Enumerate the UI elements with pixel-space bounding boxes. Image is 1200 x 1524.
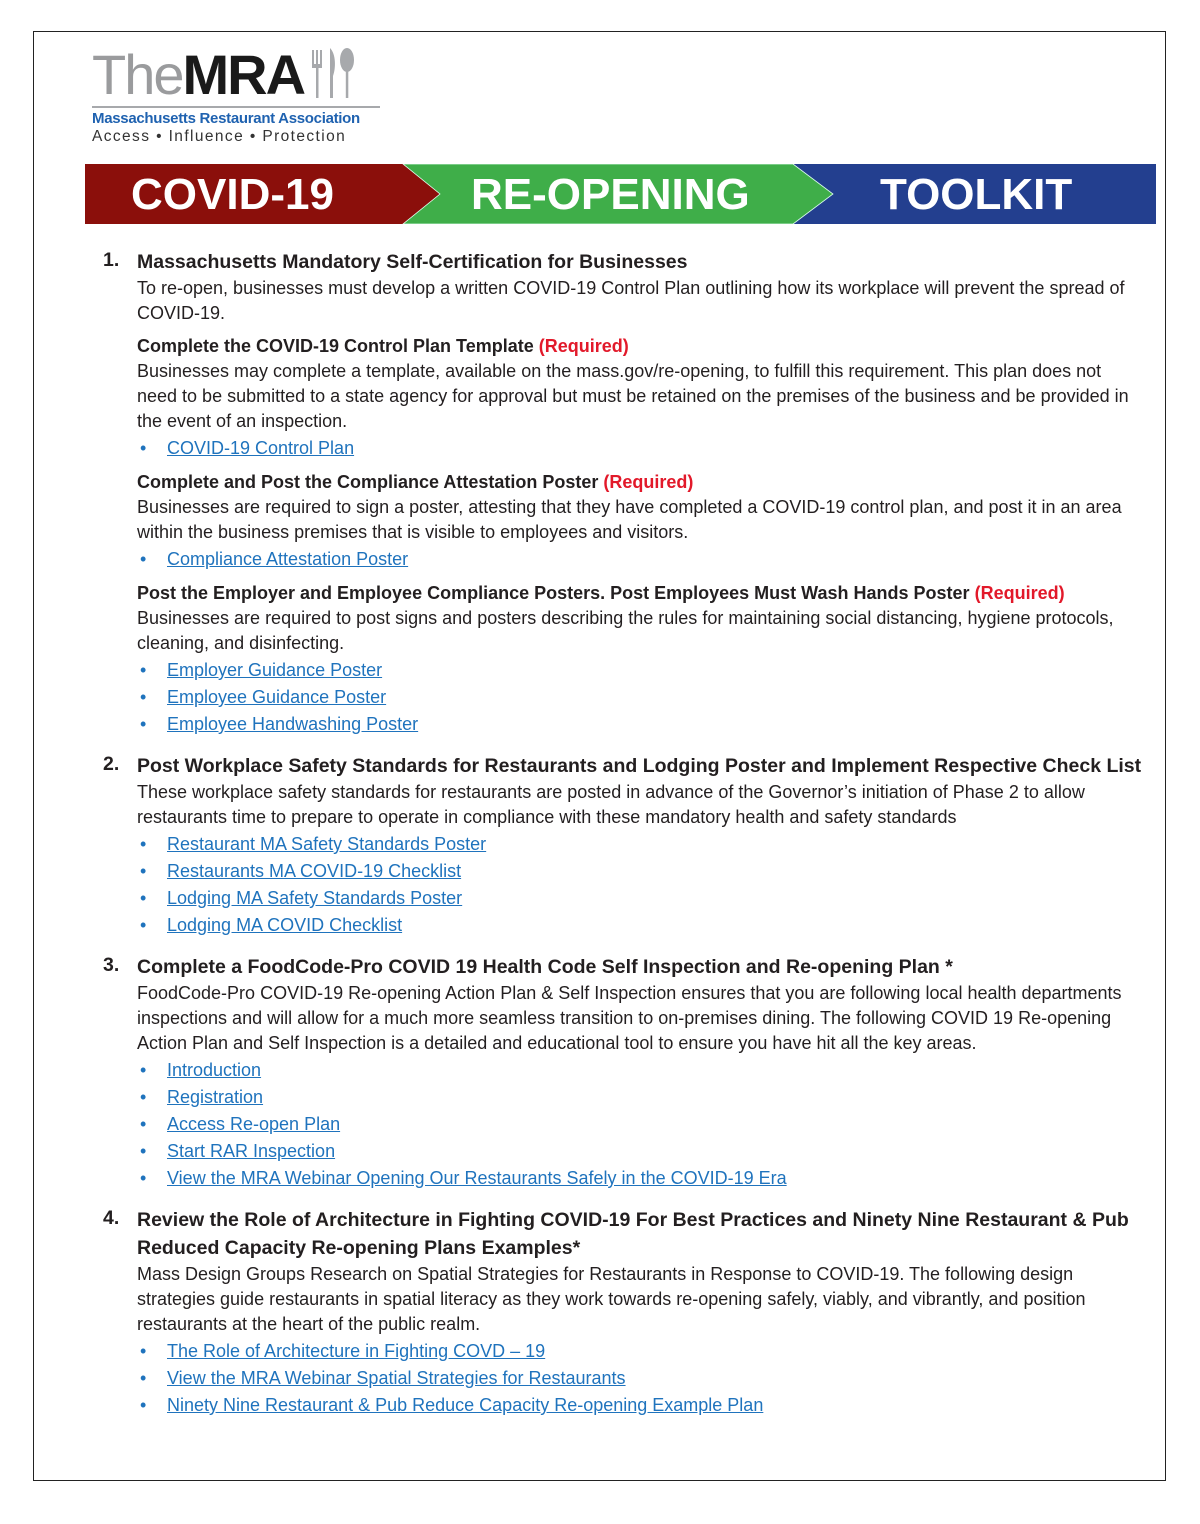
link-employer-poster[interactable]: Employer Guidance Poster <box>167 660 383 680</box>
list-item <box>137 546 1143 573</box>
link-start-rar-inspection[interactable]: Start RAR Inspection <box>167 1141 336 1161</box>
required-label: (Required) <box>603 472 694 492</box>
section-title: Post Workplace Safety Standards for Restaurants and Lodging Poster and Implement Respective Check List <box>137 755 1142 777</box>
required-label: (Required) <box>974 583 1065 603</box>
list-item <box>137 1057 1143 1084</box>
banner-reopening: RE-OPENING <box>471 170 750 219</box>
toolkit-content <box>103 248 1143 1433</box>
link-employee-poster[interactable]: Employee Guidance Poster <box>167 687 387 707</box>
list-item <box>137 1138 1143 1165</box>
section-title: Review the Role of Architecture in Fighting COVID-19 For Best Practices and Ninety Nine Restaurant & Pub Reduced Capacity Re-opening Plans Examples* <box>137 1209 1129 1259</box>
tagline: Access • Influence • Protection <box>92 128 347 145</box>
link-lodging-checklist[interactable]: Lodging MA COVID Checklist <box>167 915 403 935</box>
link-registration[interactable]: Registration <box>167 1087 264 1107</box>
section-title: Massachusetts Mandatory Self-Certification for Businesses <box>137 251 688 273</box>
list-item <box>137 831 1143 858</box>
subsection-title: Post the Employer and Employee Compliance Posters. Post Employees Must Wash Hands Poster (Required) <box>137 583 1065 603</box>
link-introduction[interactable]: Introduction <box>167 1060 262 1080</box>
link-lodging-poster[interactable]: Lodging MA Safety Standards Poster <box>167 888 463 908</box>
list-item <box>137 1111 1143 1138</box>
link-role-of-architecture[interactable]: The Role of Architecture in Fighting COVD – 19 <box>167 1341 546 1361</box>
section-2: 2. Post Workplace Safety Standards for Restaurants and Lodging Poster and Implement Respective Check List These workplace safety standards for restaurants are posted in advance of the Governor’s initiation of Phase 2 to allow restaurants time to prepare to operate in compliance with these mandatory health and safety standards • Restaurant MA Safety Standards Poster • Restaurants MA COVID-19 Checklist • Lodging MA Safety Standards Poster • Lodging MA COVID Checklist <box>103 752 1143 939</box>
link-covid-control-plan[interactable]: COVID-19 Control Plan <box>167 438 355 458</box>
link-access-reopen-plan[interactable]: Access Re-open Plan <box>167 1114 341 1134</box>
link-ninety-nine-plan[interactable]: Ninety Nine Restaurant & Pub Reduce Capacity Re-opening Example Plan <box>167 1395 764 1415</box>
toolkit-banner <box>85 164 1156 224</box>
subsection-title: Complete the COVID-19 Control Plan Template (Required) <box>137 336 629 356</box>
required-label: (Required) <box>538 336 629 356</box>
link-attestation-poster[interactable]: Compliance Attestation Poster <box>167 549 409 569</box>
list-item <box>137 684 1143 711</box>
section-intro: To re-open, businesses must develop a written COVID-19 Control Plan outlining how its workplace will prevent the spread of COVID-19. <box>137 278 1125 323</box>
cutlery-icon <box>310 46 356 108</box>
subsection-title: Complete and Post the Compliance Attestation Poster (Required) <box>137 472 694 492</box>
list-item <box>137 657 1143 684</box>
section-intro: Mass Design Groups Research on Spatial Strategies for Restaurants in Response to COVID-19. The following design strategies guide restaurants in spatial literacy as they work towards re-opening safely, viably, and vibrantly, and position restaurants at the heart of the public realm. <box>137 1264 1086 1334</box>
link-webinar-opening-safely[interactable]: View the MRA Webinar Opening Our Restaurants Safely in the COVID-19 Era <box>167 1168 787 1188</box>
banner-covid: COVID-19 <box>131 170 334 219</box>
list-item <box>137 1338 1143 1365</box>
list-item <box>137 912 1143 939</box>
section-intro: These workplace safety standards for restaurants are posted in advance of the Governor’s initiation of Phase 2 to allow restaurants time to prepare to operate in compliance with these mandatory health and safety standards <box>137 782 1085 827</box>
list-item <box>137 1392 1143 1419</box>
link-webinar-spatial-strategies[interactable]: View the MRA Webinar Spatial Strategies for Restaurants <box>167 1368 626 1388</box>
mra-logo <box>92 43 392 146</box>
list-item <box>137 1365 1143 1392</box>
link-handwashing-poster[interactable]: Employee Handwashing Poster <box>167 714 419 734</box>
list-item <box>137 858 1143 885</box>
list-item <box>137 1084 1143 1111</box>
section-4: 4. Review the Role of Architecture in Fighting COVID-19 For Best Practices and Ninety Nine Restaurant & Pub Reduced Capacity Re-opening Plans Examples* Mass Design Groups Research on Spatial Strategies for Restaurants in Response to COVID-19. The following design strategies guide restaurants in spatial literacy as they work towards re-opening safely, viably, and vibrantly, and position restaurants at the heart of the public realm. • The Role of Architecture in Fighting COVD – 19 • View the MRA Webinar Spatial Strategies for Restaurants • Ninety Nine Restaurant & Pub Reduce Capacity Re-opening Example Plan <box>103 1206 1143 1419</box>
list-item <box>137 711 1143 738</box>
link-restaurant-poster[interactable]: Restaurant MA Safety Standards Poster <box>167 834 487 854</box>
section-title: Complete a FoodCode-Pro COVID 19 Health Code Self Inspection and Re-opening Plan * <box>137 956 953 978</box>
list-item <box>137 1165 1143 1192</box>
association-name: Massachusetts Restaurant Association <box>92 110 360 127</box>
section-1: 1. Massachusetts Mandatory Self-Certification for Businesses To re-open, businesses must develop a written COVID-19 Control Plan outlining how its workplace will prevent the spread of COVID-19. Complete the COVID-19 Control Plan Template (Required) Businesses may complete a template, available on the mass.gov/re-opening, to fulfill this requirement. This plan does not need to be submitted to a state agency for approval but must be retained on the premises of the business and be provided in the event of an inspection. • COVID-19 Control Plan Complete and Post the Compliance Attestation Poster (Required) Businesses are required to sign a poster, attesting that they have completed a COVID-19 control plan, and post it in an area within the business premises that is visible to employees and visitors. • Compliance Attestation Poster Post the Employer and Employee Compliance Posters. Post Employees Must Wash Hands Poster (Required) Businesses are required to post signs and posters describing the rules for maintaining social distancing, hygiene protocols, cleaning, and disinfecting. • Employer Guidance Poster • Employee Guidance Poster • Employee Handwashing Poster <box>103 248 1143 738</box>
logo-wordmark: TheMRA <box>92 46 392 108</box>
banner-toolkit: TOOLKIT <box>880 170 1073 219</box>
list-item <box>137 885 1143 912</box>
section-intro: FoodCode-Pro COVID-19 Re-opening Action Plan & Self Inspection ensures that you are following local health departments inspections and will allow for a much more seamless transition to on-premises dining. The following COVID 19 Re-opening Action Plan and Self Inspection is a detailed and educational tool to ensure you have hit all the key areas. <box>137 983 1122 1053</box>
link-restaurant-checklist[interactable]: Restaurants MA COVID-19 Checklist <box>167 861 462 881</box>
list-item <box>137 435 1143 462</box>
section-3: 3. Complete a FoodCode-Pro COVID 19 Health Code Self Inspection and Re-opening Plan * FoodCode-Pro COVID-19 Re-opening Action Plan & Self Inspection ensures that you are following local health departments inspections and will allow for a much more seamless transition to on-premises dining. The following COVID 19 Re-opening Action Plan and Self Inspection is a detailed and educational tool to ensure you have hit all the key areas. • Introduction • Registration • Access Re-open Plan • Start RAR Inspection • View the MRA Webinar Opening Our Restaurants Safely in the COVID-19 Era <box>103 953 1143 1192</box>
